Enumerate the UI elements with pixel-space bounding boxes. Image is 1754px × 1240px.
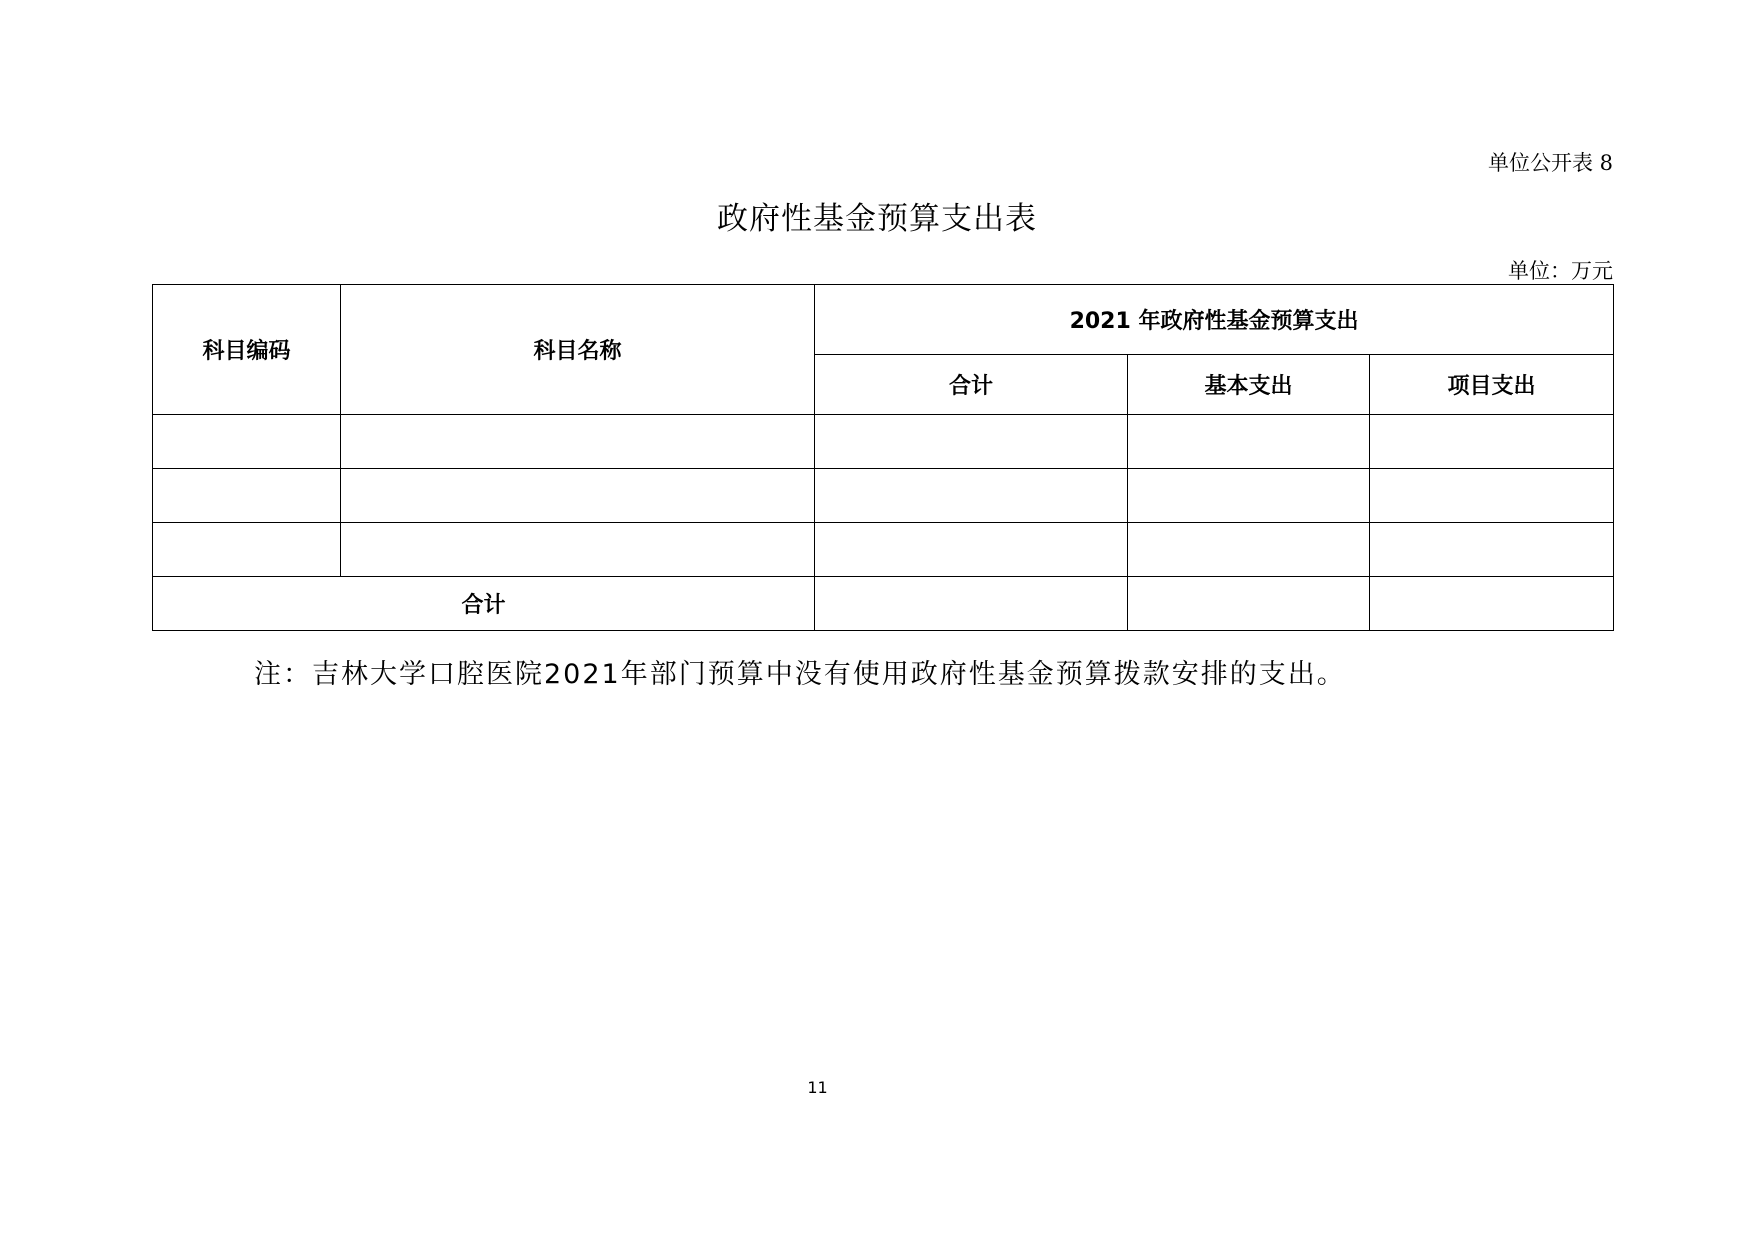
cell-name [341, 469, 815, 523]
cell-total [815, 469, 1128, 523]
budget-table [152, 284, 1614, 631]
page-number: 11 [807, 1078, 828, 1097]
unit-label: 单位：万元 [1508, 259, 1613, 283]
total-label: 合计 [153, 577, 815, 631]
total-sum [815, 577, 1128, 631]
header-row-group [153, 285, 1614, 355]
form-id: 单位公开表 8 [1487, 151, 1613, 175]
cell-basic [1128, 469, 1370, 523]
header-subject-name: 科目名称 [341, 285, 815, 415]
cell-code [153, 415, 341, 469]
cell-name [341, 415, 815, 469]
total-project [1370, 577, 1614, 631]
header-expenditure-group: 2021 年政府性基金预算支出 [815, 285, 1614, 355]
cell-project [1370, 523, 1614, 577]
table-row [153, 415, 1614, 469]
page-title: 政府性基金预算支出表 [717, 201, 1037, 237]
table-row [153, 469, 1614, 523]
cell-project [1370, 415, 1614, 469]
header-project-expenditure: 项目支出 [1370, 355, 1614, 415]
table-row [153, 523, 1614, 577]
cell-code [153, 469, 341, 523]
total-row [153, 577, 1614, 631]
cell-basic [1128, 523, 1370, 577]
header-total: 合计 [815, 355, 1128, 415]
cell-project [1370, 469, 1614, 523]
header-subject-code: 科目编码 [153, 285, 341, 415]
cell-total [815, 415, 1128, 469]
table-note: 注：吉林大学口腔医院2021年部门预算中没有使用政府性基金预算拨款安排的支出。 [254, 659, 1346, 690]
cell-name [341, 523, 815, 577]
cell-total [815, 523, 1128, 577]
cell-basic [1128, 415, 1370, 469]
total-basic [1128, 577, 1370, 631]
header-basic-expenditure: 基本支出 [1128, 355, 1370, 415]
cell-code [153, 523, 341, 577]
